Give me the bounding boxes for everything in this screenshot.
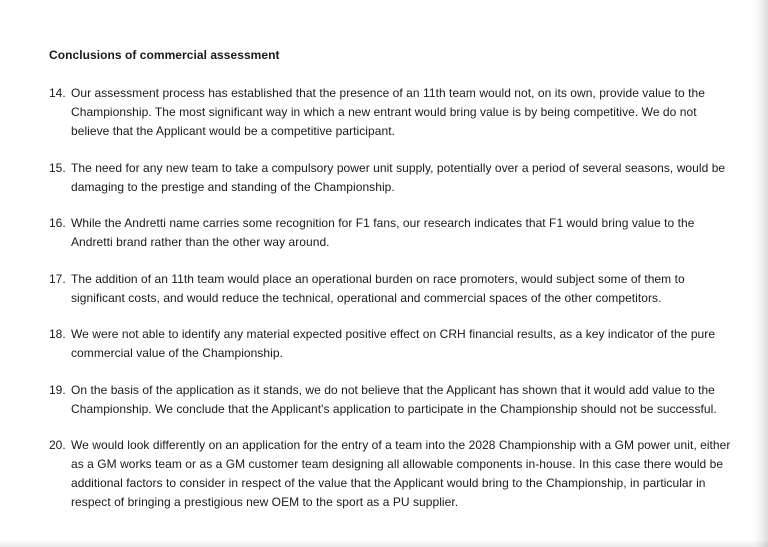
item-number: 14.	[49, 86, 66, 100]
conclusions-list	[49, 84, 739, 530]
list-item	[49, 270, 739, 308]
item-number: 20.	[49, 438, 66, 452]
item-text: The need for any new team to take a compulsory power unit supply, potentially over a period of several seasons, would be damaging to the prestige and standing of the Championship.	[71, 160, 726, 194]
item-text: While the Andretti name carries some recognition for F1 fans, our research indicates that F1 would bring value to the Andretti brand rather than the other way around.	[71, 216, 695, 249]
item-number: 17.	[49, 271, 66, 286]
list-item	[49, 381, 739, 419]
list-item	[49, 436, 739, 512]
item-number: 16.	[49, 216, 66, 230]
item-text: We were not able to identify any material expected positive effect on CRH financial results, as a key indicator of the pure commercial value of the Championship.	[71, 327, 716, 360]
list-item	[49, 325, 739, 363]
list-item	[49, 159, 739, 197]
item-number: 18.	[49, 327, 66, 341]
page-edge-shadow	[754, 0, 768, 547]
item-text: We would look differently on an application for the entry of a team into the 2028 Championship with a GM power unit, either as a GM works team or as a GM customer team designing all allowable components in-house. In this case there would be additional factors to consider in respect of the value that the Applicant would bring to the Championship, in particular in respect of bringing a prestigious new OEM to the sport as a PU supplier.	[71, 438, 731, 509]
item-number: 15.	[49, 160, 66, 175]
item-number: 19.	[49, 382, 66, 397]
item-text: Our assessment process has established that the presence of an 11th team would not, on its own, provide value to the Championship. The most significant way in which a new entrant would bring value is by being competitive. We do not believe that the Applicant would be a competitive participant.	[71, 86, 705, 138]
item-text: On the basis of the application as it stands, we do not believe that the Applicant has shown that it would add value to the Championship. We conclude that the Applicant's application to participate in the Championship should not be successful.	[71, 382, 717, 416]
section-heading: Conclusions of commercial assessment	[49, 48, 280, 62]
page-bottom-shadow	[0, 539, 768, 547]
list-item	[49, 214, 739, 252]
item-text: The addition of an 11th team would place an operational burden on race promoters, would subject some of them to significant costs, and would reduce the technical, operational and commercial spaces of the other competitors.	[71, 271, 685, 305]
list-item	[49, 84, 739, 141]
